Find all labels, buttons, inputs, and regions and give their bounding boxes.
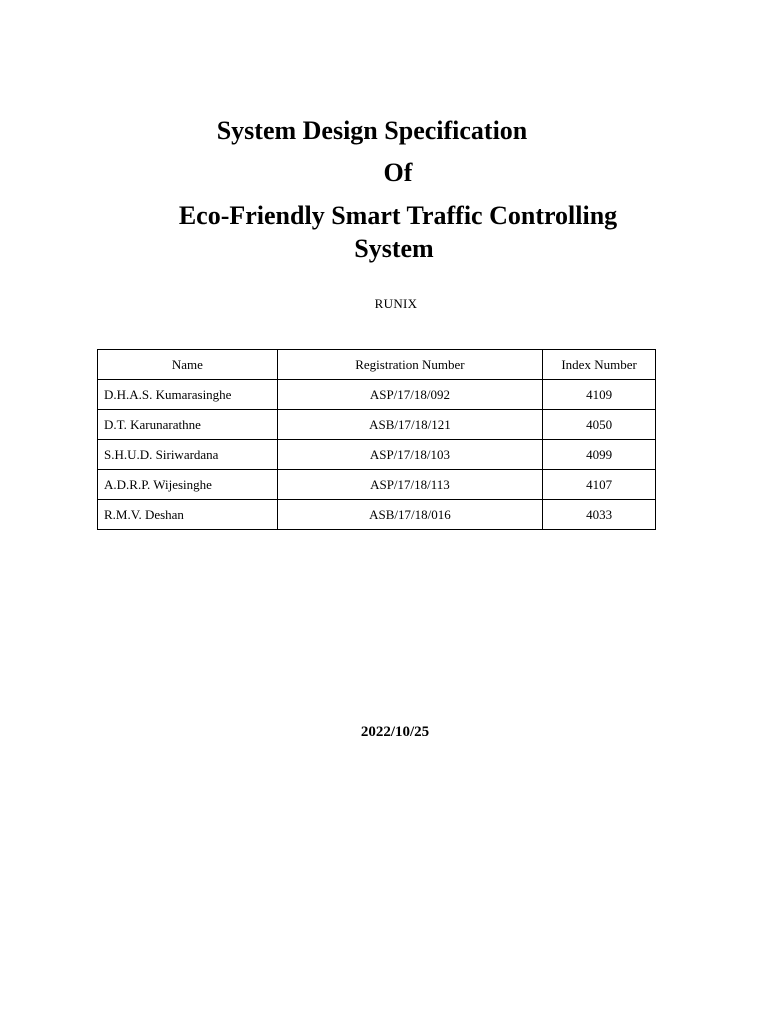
header-name: Name	[98, 350, 278, 380]
team-name: RUNIX	[374, 296, 418, 311]
header-index-number: Index Number	[543, 350, 656, 380]
member-name: D.T. Karunarathne	[98, 410, 278, 440]
document-title-line-4: System	[354, 234, 434, 263]
document-title-line-1: System Design Specification	[216, 116, 528, 145]
document-title-line-3: Eco-Friendly Smart Traffic Controlling	[178, 201, 618, 230]
table-header-row	[98, 350, 656, 380]
member-index-number: 4109	[543, 380, 656, 410]
member-index-number: 4107	[543, 470, 656, 500]
member-name: A.D.R.P. Wijesinghe	[98, 470, 278, 500]
member-name: D.H.A.S. Kumarasinghe	[98, 380, 278, 410]
member-registration-number: ASP/17/18/092	[277, 380, 542, 410]
members-table	[97, 349, 656, 530]
member-registration-number: ASP/17/18/113	[277, 470, 542, 500]
document-title-line-2: Of	[383, 158, 413, 187]
document-date: 2022/10/25	[360, 724, 430, 740]
member-name: R.M.V. Deshan	[98, 500, 278, 530]
member-registration-number: ASP/17/18/103	[277, 440, 542, 470]
table-row	[98, 380, 656, 410]
table-row	[98, 470, 656, 500]
member-index-number: 4050	[543, 410, 656, 440]
member-index-number: 4033	[543, 500, 656, 530]
member-registration-number: ASB/17/18/016	[277, 500, 542, 530]
member-registration-number: ASB/17/18/121	[277, 410, 542, 440]
member-index-number: 4099	[543, 440, 656, 470]
table-row	[98, 500, 656, 530]
member-name: S.H.U.D. Siriwardana	[98, 440, 278, 470]
header-registration-number: Registration Number	[277, 350, 542, 380]
table-row	[98, 440, 656, 470]
table-row	[98, 410, 656, 440]
